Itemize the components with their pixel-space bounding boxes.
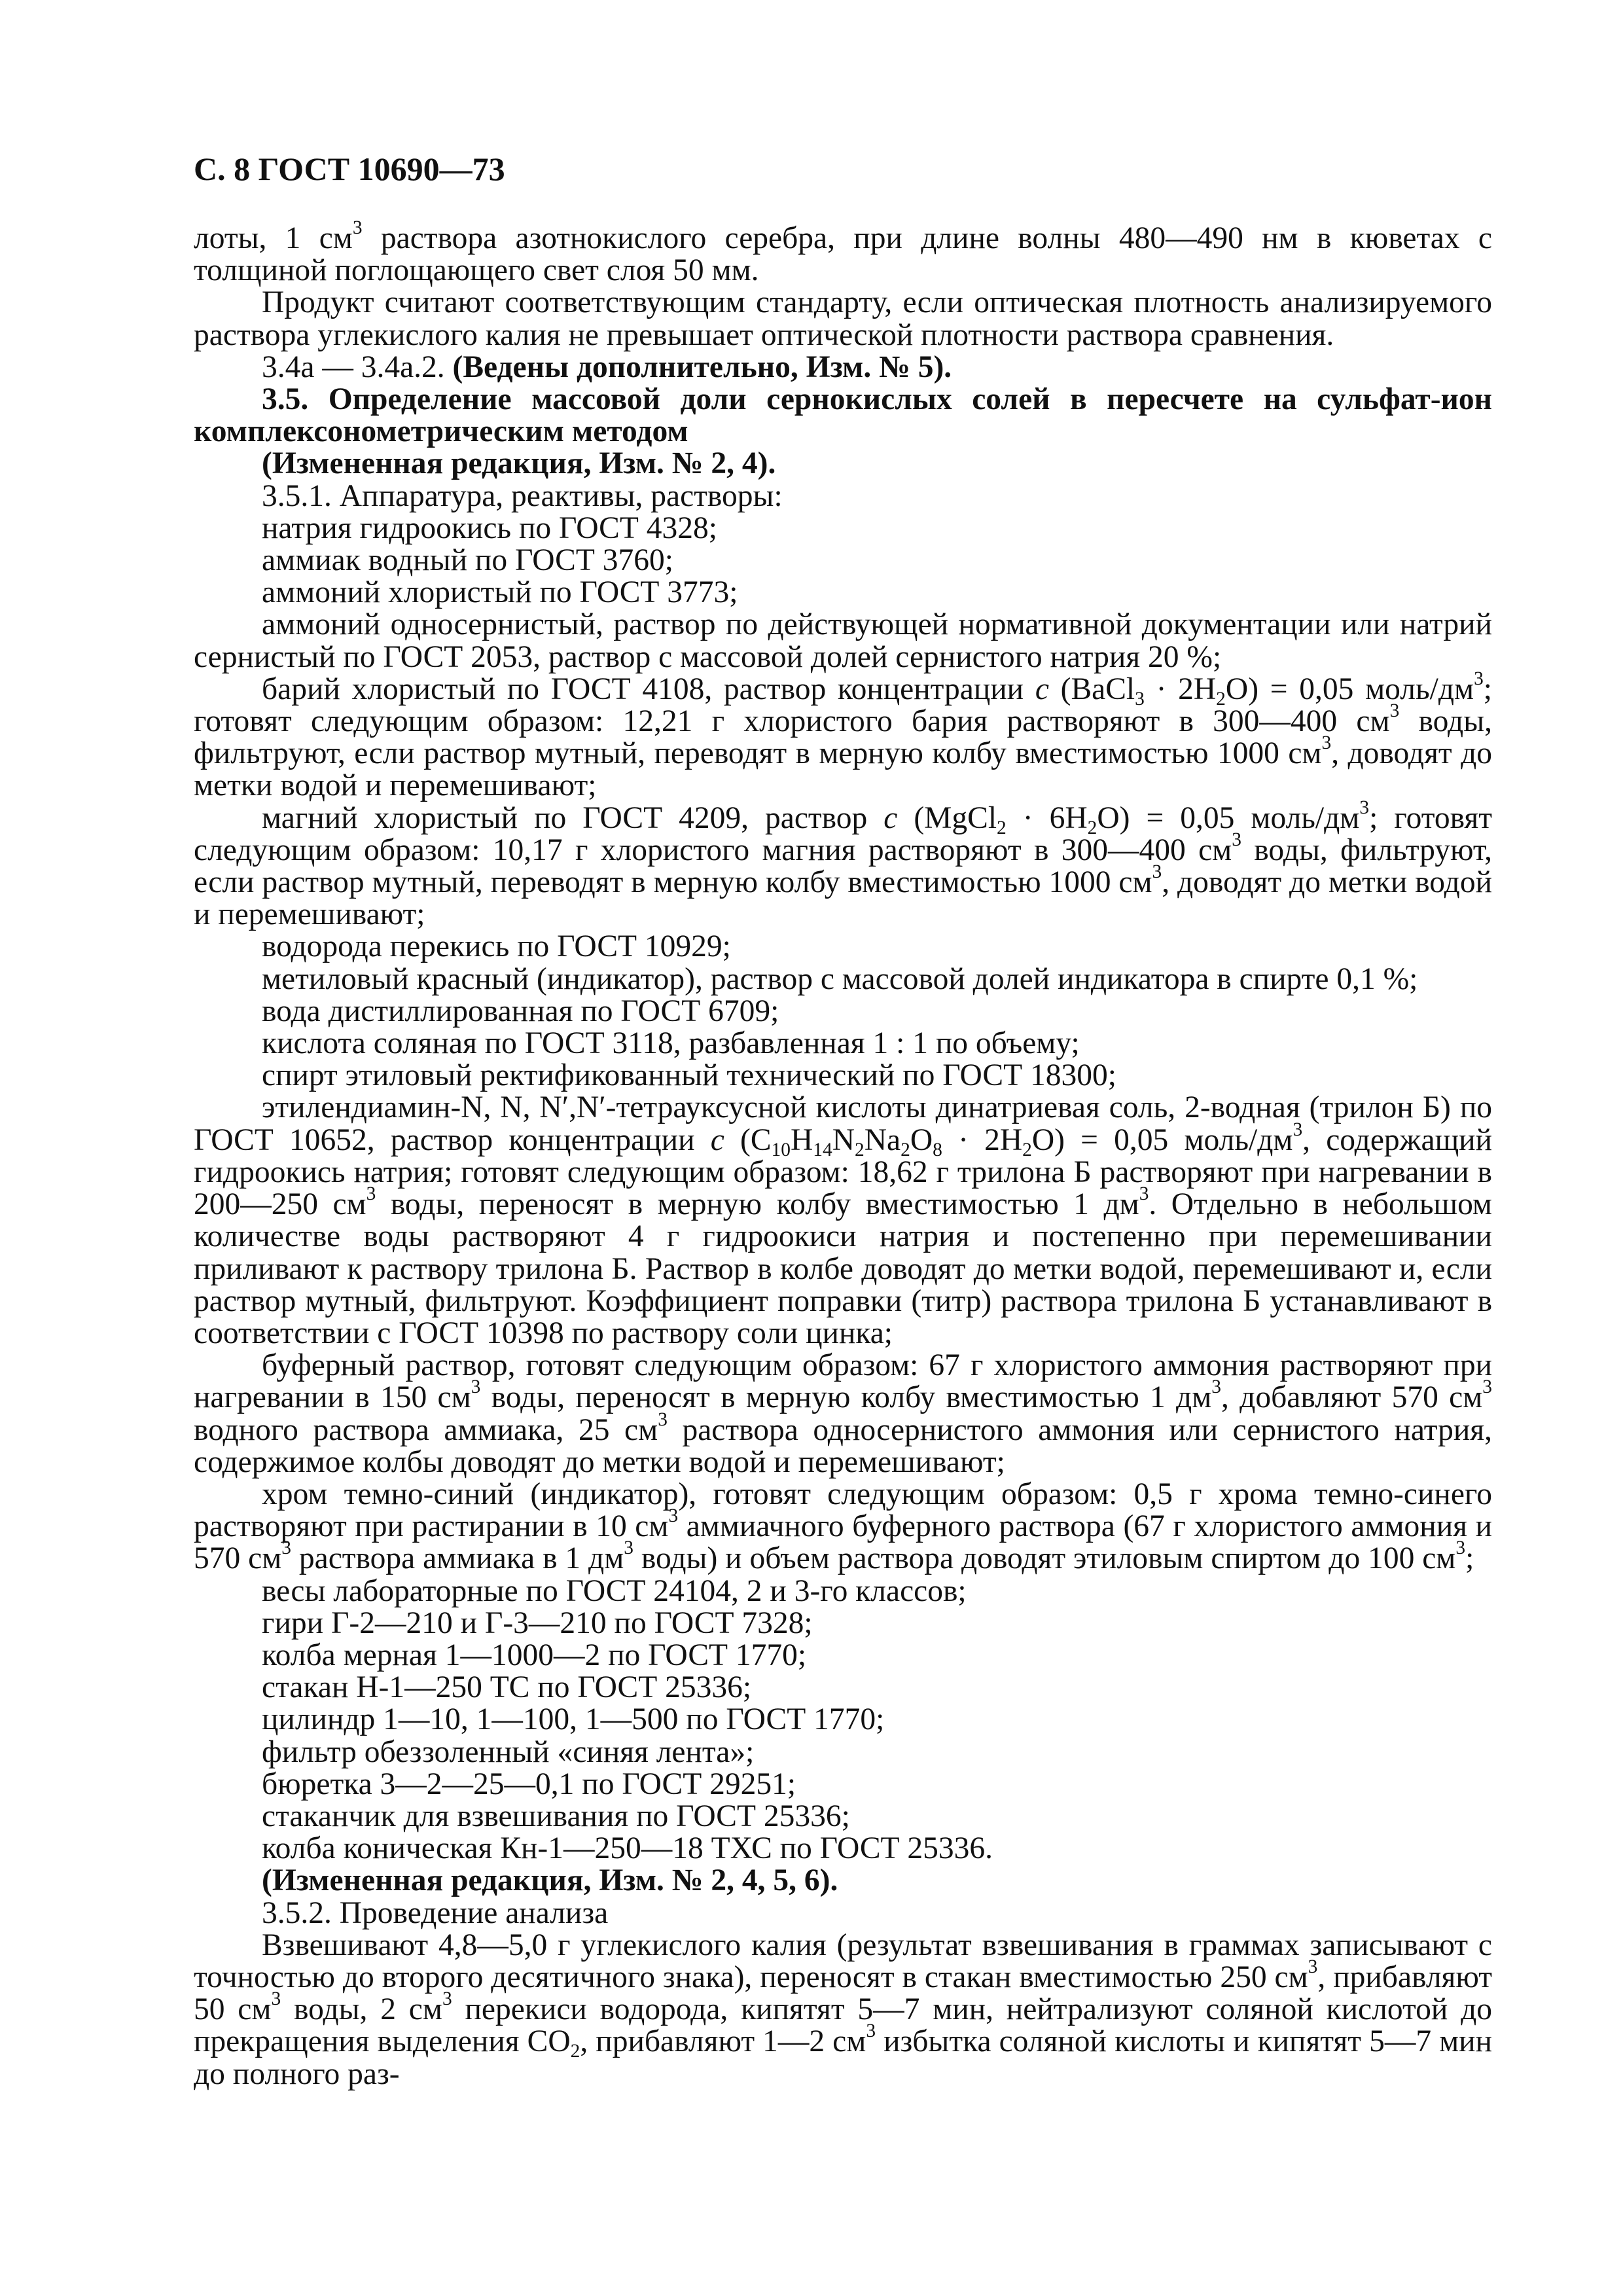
text-span: перекиси водорода, кипятят 5—7 мин, нейтрализуют соляной кислотой до прекращения выделения CO: [194, 1992, 1492, 2059]
text-span: ;: [1465, 1541, 1474, 1576]
paragraph: Продукт считают соответствующим стандарту, если оптическая плотность анализируемого раствора углекислого калия не превышает оптической плотности раствора сравнения.: [194, 285, 1492, 352]
list-item: [194, 1350, 1492, 1479]
list-item: кислота соляная по ГОСТ 3118, разбавленная 1 : 1 по объему;: [262, 1026, 1080, 1061]
text-span: воды, фильтруют, если раствор мутный, переводят в мерную колбу вместимостью 1000 см: [194, 833, 1492, 900]
list-item: стакан Н-1—250 ТС по ГОСТ 25336;: [262, 1670, 752, 1705]
subscript: 3: [1135, 688, 1145, 709]
subscript: 2: [1087, 817, 1097, 838]
text-span: ; готовят следующим образом: 12,21 г хлористого бария растворяют в 300—400 см: [194, 672, 1492, 739]
superscript: 3: [442, 1988, 452, 2010]
text-span: · 2H: [1144, 672, 1217, 706]
text-span: раствора азотнокислого серебра, при длине волны 480—490 нм в кюветах с толщиной поглощающего свет слоя 50 мм.: [194, 221, 1492, 288]
list-item: [194, 668, 1493, 803]
text-span: (BaCl: [1048, 672, 1135, 706]
superscript: 3: [1359, 797, 1370, 818]
subscript: 2: [1216, 688, 1226, 709]
superscript: 3: [281, 1537, 291, 1559]
text-span: воды, фильтруют, если раствор мутный, переводят в мерную колбу вместимостью 1000 см: [194, 704, 1492, 771]
superscript: 3: [1321, 732, 1332, 754]
page-header: С. 8 ГОСТ 10690—73: [194, 151, 505, 187]
amendment-note: (Ведены дополнительно, Изм. № 5).: [452, 350, 952, 384]
text-span: Na: [864, 1122, 901, 1157]
subscript: 2: [1022, 1139, 1032, 1160]
list-item: цилиндр 1—10, 1—100, 1—500 по ГОСТ 1770;: [262, 1702, 885, 1737]
text-span: раствора аммиака в 1 дм: [291, 1541, 624, 1576]
text-span: N: [832, 1122, 855, 1157]
text-span: Взвешивают 4,8—5,0 г углекислого калия (результат взвешивания в граммах записывают с точностью до второго десятичного знака), переносят в стакан вместимостью 250 см: [194, 1928, 1492, 1994]
text-span: , прибавляют 1—2 см: [580, 2024, 866, 2059]
list-item: вода дистиллированная по ГОСТ 6709;: [262, 994, 779, 1028]
text-span: магний хлористый по ГОСТ 4209, раствор: [262, 800, 884, 835]
text-span: воды) и объем раствора доводят этиловым спиртом до 100 см: [633, 1541, 1456, 1576]
text-span: , добавляют 570 см: [1221, 1380, 1483, 1415]
paragraph: [194, 217, 1492, 288]
text-span: , прибавляют 50 см: [194, 1960, 1492, 2027]
subsection-heading: 3.5.2. Проведение анализа: [262, 1895, 609, 1930]
text-span: хром темно-синий (индикатор), готовят следующим образом: 0,5 г хрома темно-синего растворяют при растирании в 10 см: [194, 1477, 1492, 1544]
text-span: c: [883, 800, 898, 835]
list-item: фильтр обеззоленный «синяя лента»;: [262, 1734, 755, 1769]
superscript: 3: [471, 1376, 481, 1398]
list-item: [194, 797, 1492, 932]
subscript: 14: [813, 1139, 832, 1160]
subscript: 10: [771, 1139, 791, 1160]
superscript: 3: [1482, 1376, 1492, 1398]
list-item: колба коническая Кн-1—250—18 ТХС по ГОСТ 25336.: [262, 1831, 993, 1866]
text-span: водного раствора аммиака, 25 см: [194, 1412, 658, 1447]
list-item: [194, 1479, 1492, 1575]
superscript: 3: [1389, 700, 1400, 721]
paragraph: [194, 351, 1492, 384]
text-span: O) = 0,05 моль/дм: [1225, 672, 1474, 706]
amendment-note: (Измененная редакция, Изм. № 2, 4, 5, 6).: [262, 1863, 838, 1898]
superscript: 3: [366, 1183, 376, 1205]
amendment-note: (Измененная редакция, Изм. № 2, 4).: [262, 446, 776, 481]
text-span: (MgCl: [897, 800, 997, 835]
subscript: 8: [933, 1139, 942, 1160]
subscript: 2: [901, 1139, 910, 1160]
list-item: колба мерная 1—1000—2 по ГОСТ 1770;: [262, 1638, 807, 1672]
list-item: весы лабораторные по ГОСТ 24104, 2 и 3-го классов;: [262, 1573, 967, 1608]
superscript: 3: [658, 1408, 668, 1430]
text-span: 3.4а — 3.4а.2.: [262, 350, 445, 384]
text-span: воды, переносят в мерную колбу вместимостью 1 дм: [376, 1187, 1139, 1222]
text-span: буферный раствор, готовят следующим образом: 67 г хлористого аммония растворяют при нагревании в 150 см: [194, 1348, 1492, 1415]
text-span: , доводят до метки водой и перемешивают;: [194, 865, 1492, 932]
text-span: O) = 0,05 моль/дм: [1031, 1122, 1293, 1157]
text-span: (C: [724, 1122, 772, 1157]
text-span: воды, переносят в мерную колбу вместимостью 1 дм: [480, 1380, 1212, 1415]
section-heading: 3.5. Определение массовой доли сернокислых солей в пересчете на сульфат-ион комплексонометрическим методом: [194, 382, 1492, 449]
superscript: 3: [624, 1537, 634, 1559]
superscript: 3: [1152, 861, 1162, 882]
list-item: аммоний односернистый, раствор по действующей нормативной документации или натрий сернистый по ГОСТ 2053, раствор с массовой долей сернистого натрия 20 %;: [194, 607, 1492, 674]
superscript: 3: [1293, 1119, 1303, 1140]
superscript: 3: [1474, 668, 1484, 689]
paragraph: [194, 1929, 1492, 2090]
text-span: c: [1035, 672, 1049, 706]
list-item: аммоний хлористый по ГОСТ 3773;: [262, 575, 738, 610]
superscript: 3: [271, 1988, 281, 2010]
superscript: 3: [668, 1505, 679, 1527]
list-item: спирт этиловый ректификованный технический по ГОСТ 18300;: [262, 1058, 1116, 1093]
text-span: лоты, 1 см: [194, 221, 353, 255]
text-span: избытка соляной кислоты и кипятят 5—7 мин до полного раз-: [194, 2024, 1493, 2091]
list-item: гири Г-2—210 и Г-3—210 по ГОСТ 7328;: [262, 1605, 813, 1640]
text-span: барий хлористый по ГОСТ 4108, раствор концентрации: [262, 672, 1035, 706]
subsection-heading: 3.5.1. Аппаратура, реактивы, растворы:: [262, 478, 783, 513]
superscript: 3: [352, 217, 363, 238]
text-span: , содержащий гидроокись натрия; готовят следующим образом: 18,62 г трилона Б растворяют при нагревании в 200—250 см: [194, 1122, 1493, 1222]
superscript: 3: [866, 2020, 876, 2042]
text-span: O: [910, 1122, 933, 1157]
text-span: O) = 0,05 моль/дм: [1097, 800, 1360, 835]
list-item: водорода перекись по ГОСТ 10929;: [262, 929, 731, 964]
text-span: раствора односернистого аммония или сернистого натрия, содержимое колбы доводят до метки водой и перемешивают;: [194, 1412, 1492, 1479]
subscript: 2: [570, 2041, 580, 2062]
list-item: [194, 1092, 1492, 1350]
superscript: 3: [1139, 1183, 1149, 1205]
text-span: аммиачного буферного раствора (67 г хлористого аммония и 570 см: [194, 1509, 1492, 1576]
superscript: 3: [1232, 829, 1241, 850]
text-span: этилендиамин-N, N, N′,N′-тетрауксусной кислоты динатриевая соль, 2-водная (трилон Б) по ГОСТ 10652, раствор концентрации: [194, 1090, 1492, 1157]
superscript: 3: [1455, 1537, 1466, 1559]
text-span: ; готовят следующим образом: 10,17 г хлористого магния растворяют в 300—400 см: [194, 800, 1492, 867]
list-item: бюретка 3—2—25—0,1 по ГОСТ 29251;: [262, 1767, 796, 1801]
text-span: . Отдельно в небольшом количестве воды растворяют 4 г гидроокиси натрия и постепенно при перемешивании приливают к раствору трилона Б. Раствор в колбе доводят до метки водой, перемешивают и, если раствор мутный, фильтруют. Коэффициент поправки (титр) раствора трилона Б устанавливают в соответствии с ГОСТ 10398 по раствору соли цинка;: [194, 1187, 1492, 1350]
subscript: 2: [997, 817, 1007, 838]
text-span: · 2H: [942, 1122, 1023, 1157]
text-span: воды, 2 см: [281, 1992, 442, 2027]
superscript: 3: [1211, 1376, 1221, 1398]
text-span: c: [710, 1122, 724, 1157]
text-span: H: [790, 1122, 813, 1157]
document-body: [194, 217, 1493, 2091]
list-item: аммиак водный по ГОСТ 3760;: [262, 543, 673, 578]
text-span: , доводят до метки водой и перемешивают;: [194, 736, 1493, 803]
list-item: стаканчик для взвешивания по ГОСТ 25336;: [262, 1799, 850, 1833]
list-item: метиловый красный (индикатор), раствор с массовой долей индикатора в спирте 0,1 %;: [262, 961, 1418, 996]
text-span: · 6H: [1006, 800, 1088, 835]
superscript: 3: [1308, 1956, 1318, 1977]
list-item: натрия гидроокись по ГОСТ 4328;: [262, 511, 717, 545]
subscript: 2: [855, 1139, 865, 1160]
